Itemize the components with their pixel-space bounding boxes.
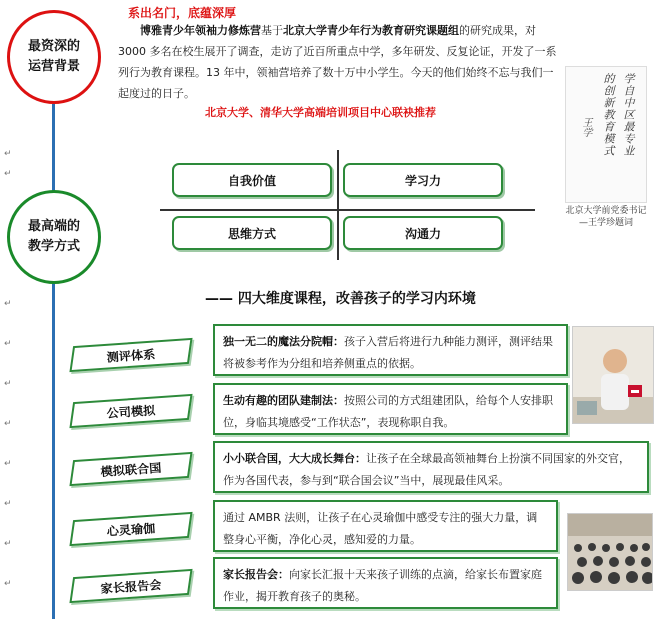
course-title: 生动有趣的团队建制法： <box>223 394 344 407</box>
course-text: 向家长汇报十天来孩子训练的点滴，给家长布置家庭作业，揭开教育孩子的奥秘。 <box>223 568 542 603</box>
camp-name: 博雅青少年领袖力修炼营 <box>140 24 261 37</box>
section-headline: —— 四大维度课程，改善孩子的学习内环境 <box>205 291 476 307</box>
timeline-line <box>52 104 55 619</box>
course-text: 让孩子在全球最高领袖舞台上扮演不同国家的外交官，作为各国代表，参与到“联合国会议”当中，展现最佳风采。 <box>223 452 630 487</box>
audience-photo-illustration <box>568 514 653 591</box>
quadrant-communication: 沟通力 <box>343 216 503 250</box>
course-box-yoga <box>213 500 558 552</box>
teacher-photo-illustration <box>573 327 654 424</box>
section-circle-teaching <box>7 190 101 284</box>
course-text: 通过 AMBR 法则，让孩子在心灵瑜伽中感受专注的强大力量，调整身心平衡，净化心灵，感知爱的力量。 <box>223 511 538 546</box>
intro-heading: 系出名门，底蕴深厚 <box>128 6 237 20</box>
circle-label: 最资深的 <box>27 39 80 54</box>
research-group: 北京大学青少年行为教育研究课题组 <box>283 24 459 37</box>
tag-company-sim <box>69 394 192 428</box>
calligraphy-signature: 王学 <box>580 117 591 137</box>
paragraph-mark: ↵ <box>4 149 12 159</box>
tag-yoga <box>69 512 192 546</box>
paragraph-mark: ↵ <box>4 579 12 589</box>
course-title: 家长报告会： <box>223 568 289 581</box>
course-box-parent <box>213 557 558 609</box>
circle-label: 教学方式 <box>27 239 80 254</box>
course-text: 孩子入营后将进行九种能力测评，测评结果将被参考作为分组和培养侧重点的依据。 <box>223 335 553 370</box>
course-text: 按照公司的方式组建团队，给每个人安排职位，身临其境感受“工作状态”，表现称职自我。 <box>223 394 553 429</box>
caption-line: —王学珍题词 <box>578 218 633 228</box>
paragraph-mark: ↵ <box>4 379 12 389</box>
photo-teacher <box>572 326 654 424</box>
paragraph-mark: ↵ <box>4 419 12 429</box>
circle-label: 运营背景 <box>27 59 80 74</box>
section-circle-background <box>7 10 101 104</box>
quadrant-vertical-axis <box>337 150 339 260</box>
paragraph-mark: ↵ <box>4 539 12 549</box>
tag-label: 心灵瑜伽 <box>106 520 156 539</box>
calligraphy-column: 的创新教育模式 <box>602 73 615 157</box>
quadrant-thinking: 思维方式 <box>172 216 332 250</box>
quadrant-self-value: 自我价值 <box>172 163 332 197</box>
tag-label: 模拟联合国 <box>100 460 162 479</box>
paragraph-mark: ↵ <box>4 169 12 179</box>
course-box-assessment <box>213 324 568 376</box>
paragraph-mark: ↵ <box>4 499 12 509</box>
course-title: 独一无二的魔法分院帽： <box>223 335 344 348</box>
tag-label: 公司模拟 <box>106 402 156 421</box>
course-title: 小小联合国，大大成长舞台： <box>223 452 366 465</box>
paragraph-mark: ↵ <box>4 339 12 349</box>
paragraph-mark: ↵ <box>4 299 12 309</box>
photo-audience <box>567 513 653 591</box>
course-box-model-un <box>213 441 649 493</box>
calligraphy-caption <box>556 205 656 229</box>
tag-label: 测评体系 <box>106 346 156 365</box>
para-text: 的研究成果，对 3000 多名在校生展开了调查，走访了近百所重点中学，多年研发、反复论证，开发了一系列行为教育课程。13 年中，领袖营培养了数十万中小学生。今天的他们始终不忘与我们一起度过的日子。 <box>118 24 557 100</box>
para-text: 基于 <box>261 24 283 37</box>
tag-label: 家长报告会 <box>100 577 162 596</box>
tag-assessment <box>69 338 192 372</box>
caption-line: 北京大学前党委书记 <box>565 206 647 216</box>
quadrant-learning: 学习力 <box>343 163 503 197</box>
circle-label: 最高端的 <box>27 219 80 234</box>
calligraphy-image <box>565 66 647 203</box>
tag-parent-report <box>69 569 192 603</box>
recommend-line: 北京大学、清华大学高端培训项目中心联袂推荐 <box>205 106 436 119</box>
paragraph-mark: ↵ <box>4 459 12 469</box>
calligraphy-column: 学自中区最专业 <box>622 73 635 157</box>
quadrant-horizontal-axis <box>160 209 535 211</box>
intro-paragraph <box>118 20 558 104</box>
course-box-company <box>213 383 568 435</box>
tag-model-un <box>69 452 192 486</box>
